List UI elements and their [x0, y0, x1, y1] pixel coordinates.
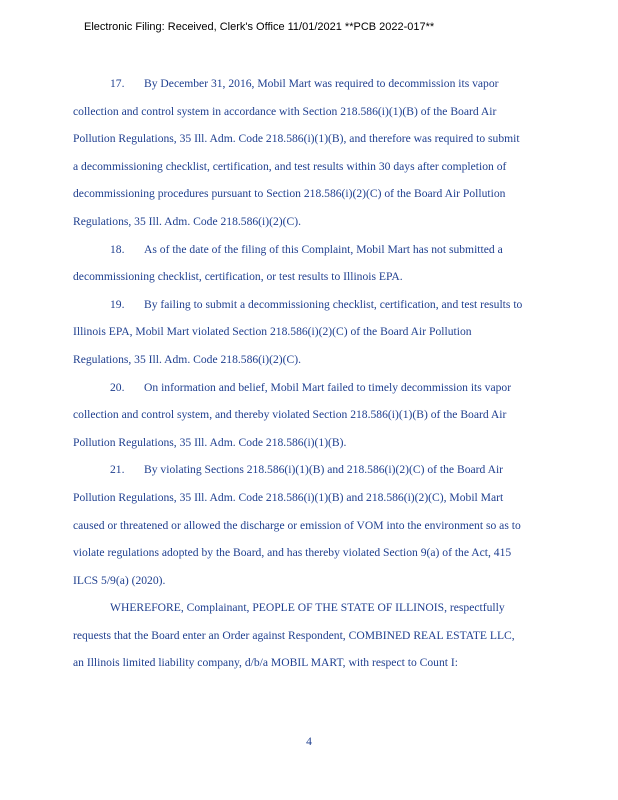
paragraph-20	[73, 374, 593, 457]
paragraph-first-line	[73, 374, 593, 402]
page-number: 4	[306, 735, 312, 748]
paragraph-line: Regulations, 35 Ill. Adm. Code 218.586(i)(2)(C).	[73, 214, 301, 228]
paragraph-line: Pollution Regulations, 35 Ill. Adm. Code 218.586(i)(1)(B), and therefore was required to submit	[73, 132, 520, 146]
paragraph-first-line	[73, 236, 593, 264]
paragraph-line: Regulations, 35 Ill. Adm. Code 218.586(i)(2)(C).	[73, 352, 301, 366]
paragraph-number: 17.	[110, 77, 125, 90]
paragraph-17	[73, 70, 593, 236]
paragraph-number: 21.	[110, 463, 125, 477]
wherefore-line: an Illinois limited liability company, d/b/a MOBIL MART, with respect to Count I:	[73, 656, 458, 670]
paragraph-line: ILCS 5/9(a) (2020).	[73, 573, 166, 587]
paragraph-first-line	[73, 456, 593, 484]
paragraph-line: collection and control system in accordance with Section 218.586(i)(1)(B) of the Board Air	[73, 104, 497, 118]
wherefore-line: requests that the Board enter an Order against Respondent, COMBINED REAL ESTATE LLC,	[73, 628, 515, 642]
paragraph-line: Pollution Regulations, 35 Ill. Adm. Code 218.586(i)(1)(B) and 218.586(i)(2)(C), Mobil Mart	[73, 490, 504, 504]
paragraph-number: 20.	[110, 380, 125, 394]
document-body	[73, 70, 593, 677]
paragraph-first-line	[73, 291, 593, 319]
wherefore-clause	[73, 594, 593, 677]
paragraph-text: By failing to submit a decommissioning checklist, certification, and test results to	[144, 297, 523, 311]
paragraph-number: 19.	[110, 297, 125, 311]
paragraph-line: caused or threatened or allowed the discharge or emission of VOM into the environment so as to	[73, 518, 521, 532]
paragraph-line: decommissioning checklist, certification, or test results to Illinois EPA.	[73, 270, 403, 284]
paragraph-line: Illinois EPA, Mobil Mart violated Section 218.586(i)(2)(C) of the Board Air Pollution	[73, 325, 472, 339]
paragraph-number: 18.	[110, 242, 125, 256]
paragraph-line: collection and control system, and thereby violated Section 218.586(i)(1)(B) of the Board Air	[73, 408, 507, 422]
paragraph-line: a decommissioning checklist, certification, and test results within 30 days after completion of	[73, 159, 507, 173]
paragraph-19	[73, 291, 593, 374]
wherefore-first-line: WHEREFORE, Complainant, PEOPLE OF THE STATE OF ILLINOIS, respectfully	[110, 601, 505, 615]
paragraph-21	[73, 456, 593, 594]
paragraph-line: Pollution Regulations, 35 Ill. Adm. Code 218.586(i)(1)(B).	[73, 435, 347, 449]
paragraph-text: By violating Sections 218.586(i)(1)(B) and 218.586(i)(2)(C) of the Board Air	[144, 463, 504, 477]
paragraph-text: By December 31, 2016, Mobil Mart was required to decommission its vapor	[144, 77, 499, 90]
paragraph-text: On information and belief, Mobil Mart failed to timely decommission its vapor	[144, 380, 512, 394]
paragraph-text: As of the date of the filing of this Complaint, Mobil Mart has not submitted a	[144, 242, 503, 256]
paragraph-line: violate regulations adopted by the Board, and has thereby violated Section 9(a) of the Act, 415	[73, 546, 512, 560]
paragraph-18	[73, 236, 593, 291]
paragraph-first-line	[73, 70, 593, 98]
paragraph-line: decommissioning procedures pursuant to Section 218.586(i)(2)(C) of the Board Air Pollution	[73, 187, 506, 201]
electronic-filing-header: Electronic Filing: Received, Clerk's Office 11/01/2021 **PCB 2022-017**	[84, 21, 435, 33]
